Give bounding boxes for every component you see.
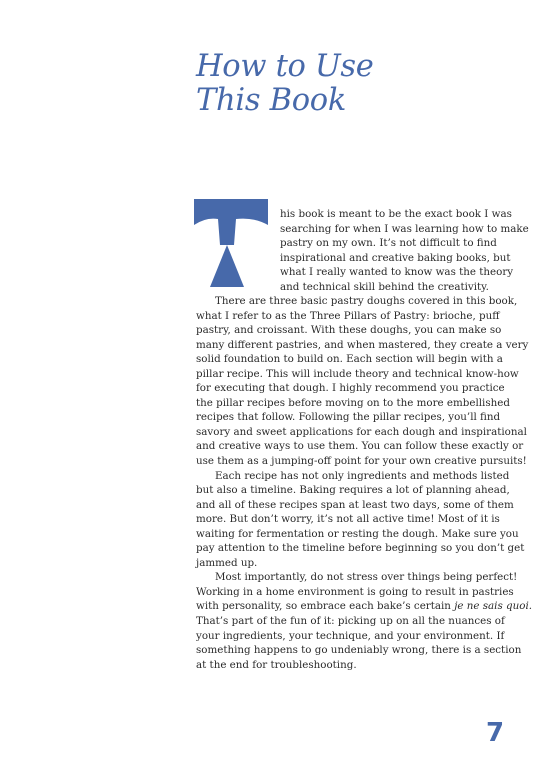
text-line: pillar recipe. This will include theory and technical know-how: [196, 367, 519, 380]
page-title: [196, 50, 373, 118]
paragraph-timeline: [196, 469, 525, 571]
text-line: what I really wanted to know was the theory: [280, 266, 514, 279]
text-line: use them as a jumping-off point for your own creative pursuits!: [196, 455, 527, 468]
paragraph-pillars: [196, 294, 529, 469]
text-line: and creative ways to use them. You can follow these exactly or: [196, 440, 524, 453]
text-line: your ingredients, your technique, and your environment. If: [196, 629, 505, 642]
page-number: 7: [486, 718, 505, 748]
text-line: something happens to go undeniably wrong, there is a section: [196, 644, 522, 657]
text-line: his book is meant to be the exact book I was: [280, 208, 512, 220]
text-line: recipes that follow. Following the pillar recipes, you’ll find: [196, 411, 501, 424]
text-line: pay attention to the timeline before beginning so you don’t get: [196, 542, 525, 555]
text-line-with-italic: [196, 599, 533, 614]
text-line: savory and sweet applications for each dough and inspirational: [196, 425, 527, 438]
text-line: Most importantly, do not stress over things being perfect!: [215, 571, 518, 584]
intro-paragraph: [280, 207, 529, 294]
text-line: at the end for troubleshooting.: [196, 658, 357, 671]
text-line: Working in a home environment is going to result in pastries: [196, 585, 514, 598]
text-line: inspirational and creative baking books, but: [280, 251, 511, 264]
text-line: more. But don’t worry, it’s not all active time! Most of it is: [196, 513, 500, 526]
text-line: waiting for fermentation or resting the dough. Make sure you: [196, 527, 519, 540]
text-line: solid foundation to build on. Each section will begin with a: [196, 353, 503, 366]
text-line: searching for when I was learning how to make: [280, 222, 529, 235]
text-line: many different pastries, and when mastered, they create a very: [196, 338, 529, 351]
body-text: [196, 294, 533, 672]
text-line: for executing that dough. I highly recommend you practice: [196, 382, 505, 395]
drop-cap-letter-t: [194, 199, 268, 289]
paragraph-perfection: [196, 570, 533, 672]
text-line: That’s part of the fun of it: picking up on all the nuances of: [196, 615, 505, 628]
text-line: pastry on my own. It’s not difficult to find: [280, 237, 497, 250]
title-line-1: How to Use: [196, 49, 374, 84]
text-line: Each recipe has not only ingredients and methods listed: [215, 469, 510, 482]
text-line: pastry, and croissant. With these doughs, you can make so: [196, 324, 502, 337]
italic-phrase: je ne sais quoi.: [454, 600, 533, 613]
text-line: and all of these recipes span at least two days, some of them: [196, 498, 514, 511]
text-line: what I refer to as the Three Pillars of Pastry: brioche, puff: [196, 309, 500, 322]
text-line: jammed up.: [196, 556, 258, 569]
text-line: but also a timeline. Baking requires a lot of planning ahead,: [196, 484, 510, 497]
text-line: There are three basic pastry doughs covered in this book,: [215, 295, 518, 307]
title-line-2: This Book: [196, 83, 347, 118]
text-fragment: with personality, so embrace each bake’s certain: [196, 600, 451, 613]
text-line: the pillar recipes before moving on to the more embellished: [196, 396, 510, 409]
text-line: and technical skill behind the creativity.: [280, 280, 489, 293]
